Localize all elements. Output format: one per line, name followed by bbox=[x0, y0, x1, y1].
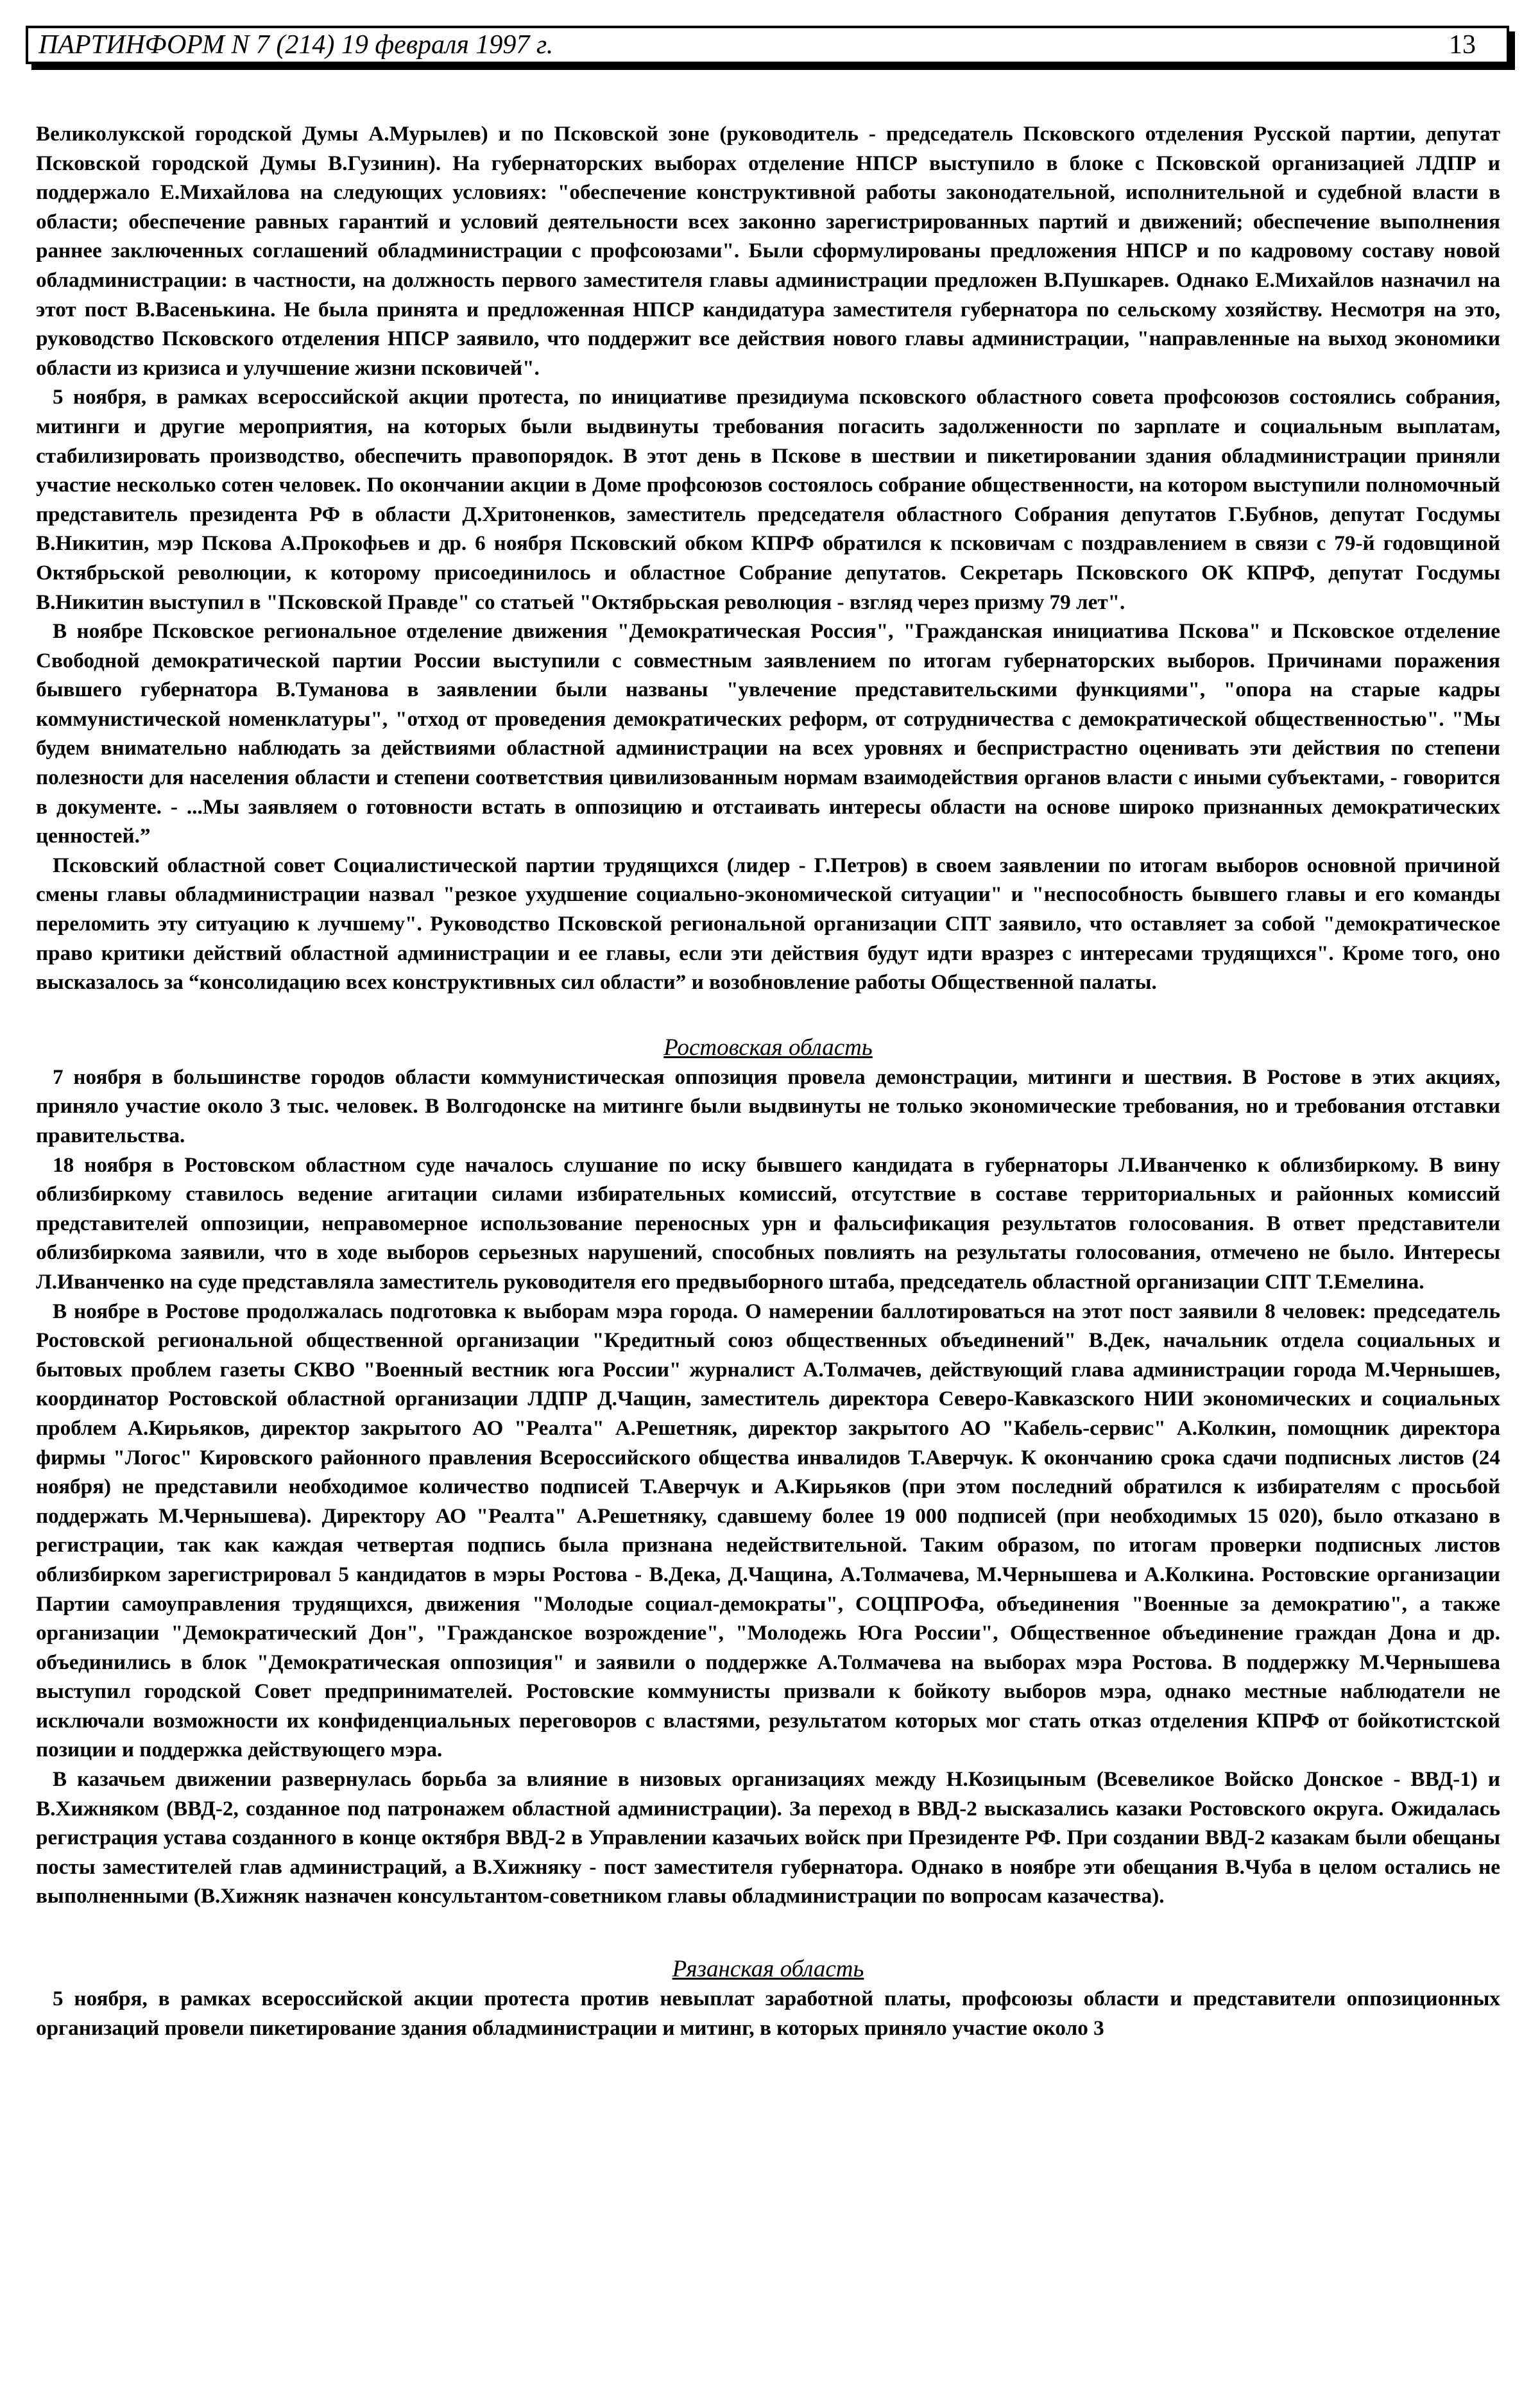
paragraph: В казачьем движении развернулась борьба за влияние в низовых организациях между Н.Козицыным (Всевеликое Войско Донское - ВВД-1) и В.Хижняком (ВВД-2, созданное под патронажем областной администрации). За переход в ВВД-2 высказались казаки Ростовского округа. Ожидалась регистрация устава созданного в конце октября ВВД-2 в Управлении казачьих войск при Президенте РФ. При создании ВВД-2 казакам были обещаны посты заместителей глав администраций, а В.Хижняку - пост заместителя губернатора. Однако в ноябре эти обещания В.Чуба в целом остались не выполненными (В.Хижняк назначен консультантом-советником главы обладминистрации по вопросам казачества). bbox=[36, 1767, 1500, 1908]
paragraph: В ноябре в Ростове продолжалась подготовка к выборам мэра города. О намерении баллотироваться на этот пост заявили 8 человек: председатель Ростовской региональной общественной организации "Кредитный союз общественных объединений" В.Дек, начальник отдела социальных и бытовых проблем газеты СКВО "Военный вестник юга России" журналист А.Толмачев, действующий глава администрации города М.Чернышев, координатор Ростовской областной организации ЛДПР Д.Чащин, заместитель директора Северо-Кавказского НИИ экономических и социальных проблем А.Кирьяков, директор закрытого АО "Реалта" А.Решетняк, директор закрытого АО "Кабель-сервис" А.Колкин, помощник директора фирмы "Логос" Кировского районного правления Всероссийского общества инвалидов Т.Аверчук. К окончанию срока сдачи подписных листов (24 ноября) не представили необходимое количество подписей Т.Аверчук и А.Кирьяков (при этом последний обратился к избирателям с просьбой поддержать М.Чернышева). Директору АО "Реалта" А.Решетняку, сдавшему более 19 000 подписей (при необходимых 15 020), было отказано в регистрации, так как каждая четвертая подпись была признана недействительной. Таким образом, по итогам проверки подписных листов облизбирком зарегистрировал 5 кандидатов в мэры Ростова - В.Дека, Д.Чащина, А.Толмачева, М.Чернышева и А.Колкина. Ростовские организации Партии самоуправления трудящихся, движения "Молодые социал-демократы", СОЦПРОФа, объединения "Военные за демократию", а также организации "Демократический Дон", "Гражданское возрождение", "Молодежь Юга России", Общественное объединение граждан Дона и др. объединились в блок "Демократическая оппозиция" и заявили о поддержке А.Толмачева на выборах мэра Ростова. В поддержку М.Чернышева выступил городской Совет предпринимателей. Ростовские коммунисты призвали к бойкоту выборов мэра, однако местные наблюдатели не исключали возможности их конфиденциальных переговоров с властями, результатом которых мог стать отказ отделения КПРФ от бойкотистской позиции и поддержка действующего мэра. bbox=[36, 1299, 1500, 1762]
section-heading-rostov: Ростовская область bbox=[663, 1034, 873, 1061]
paragraph: Великолукской городской Думы А.Мурылев) и по Псковской зоне (руководитель - председатель Псковского отделения Русской партии, депутат Псковской городской Думы В.Гузинин). На губернаторских выборах отделение НПСР выступило в блоке с Псковской организацией ЛДПР и поддержало Е.Михайлова на следующих условиях: "обеспечение конструктивной работы законодательной, исполнительной и судебной власти в области; обеспечение равных гарантий и условий деятельности всех законно зарегистрированных партий и движений; обеспечение выполнения раннее заключенных соглашений обладминистрации с профсоюзами". Были сформулированы предложения НПСР и по кадровому составу новой обладминистрации: в частности, на должность первого заместителя главы администрации предложен В.Пушкарев. Однако Е.Михайлов назначил на этот пост В.Васенькина. Не была принята и предложенная НПСР кандидатура заместителя губернатора по сельскому хозяйству. Несмотря на это, руководство Псковского отделения НПСР заявило, что поддержит все действия нового главы администрации, "направленные на выход экономики области из кризиса и улучшение жизни псковичей". bbox=[36, 122, 1500, 380]
article-body bbox=[36, 119, 1500, 2043]
page-number: 13 bbox=[1449, 30, 1476, 60]
section-heading-ryazan: Рязанская область bbox=[672, 1956, 864, 1983]
paragraph: 7 ноября в большинстве городов области коммунистическая оппозиция провела демонстрации, митинги и шествия. В Ростове в этих акциях, приняло участие около 3 тыс. человек. В Волгодонске на митинге были выдвинуты не только экономические требования, но и требования отставки правительства. bbox=[36, 1065, 1500, 1147]
paragraph: Псковский областной совет Социалистической партии трудящихся (лидер - Г.Петров) в своем заявлении по итогам выборов основной причиной смены главы обладминистрации назвал "резкое ухудшение социально-экономической ситуации" и "неспособность бывшего главы и его команды переломить эту ситуацию к лучшему". Руководство Псковской региональной организации СПТ заявило, что оставляет за собой "демократическое право критики действий областной администрации и ее главы, если эти действия будут идти вразрез с интересами трудящихся". Кроме того, оно высказалось за “консолидацию всех конструктивных сил области” и возобновление работы Общественной палаты. bbox=[36, 853, 1500, 995]
paragraph: 5 ноября, в рамках всероссийской акции протеста против невыплат заработной платы, профсоюзы области и представители оппозиционных организаций провели пикетирование здания обладминистрации и митинг, в которых приняло участие около 3 bbox=[36, 1987, 1500, 2040]
paragraph: 18 ноября в Ростовском областном суде началось слушание по иску бывшего кандидата в губернаторы Л.Иванченко к облизбиркому. В вину облизбиркому ставилось ведение агитации силами избирательных комиссий, отсутствие в составе территориальных и районных комиссий представителей оппозиции, неправомерное использование переносных урн и фальсификация результатов голосования. В ответ представители облизбиркома заявили, что в ходе выборов серьезных нарушений, способных повлиять на результаты голосования, отмечено не было. Интересы Л.Иванченко на суде представляла заместитель руководителя его предвыборного штаба, председатель областной организации СПТ Т.Емелина. bbox=[36, 1152, 1500, 1294]
publication-title: ПАРТИНФОРМ N 7 (214) 19 февраля 1997 г. bbox=[38, 30, 554, 60]
paragraph: В ноябре Псковское региональное отделение движения "Демократическая Россия", "Гражданская инициатива Пскова" и Псковское отделение Свободной демократической партии России выступили с совместным заявлением по итогам губернаторских выборов. Причинами поражения бывшего губернатора В.Туманова в заявлении были названы "увлечение представительскими функциями", "опора на старые кадры коммунистической номенклатуры", "отход от проведения демократических реформ, от сотрудничества с демократической общественностью". "Мы будем внимательно наблюдать за действиями областной администрации на всех уровнях и беспристрастно оценивать эти действия по степени полезности для населения области и степени соответствия цивилизованным нормам взаимодействия органов власти с иными субъектами, - говорится в документе. - ...Мы заявляем о готовности встать в оппозицию и отстаивать интересы области на основе широко признанных демократических ценностей.” bbox=[36, 619, 1500, 848]
page-header bbox=[26, 26, 1509, 64]
paragraph: 5 ноября, в рамках всероссийской акции протеста, по инициативе президиума псковского областного совета профсоюзов состоялись собрания, митинги и другие мероприятия, на которых были выдвинуты требования погасить задолженности по зарплате и социальным выплатам, стабилизировать производство, обеспечить правопорядок. В этот день в Пскове в шествии и пикетировании здания обладминистрации приняли участие несколько сотен человек. По окончании акции в Доме профсоюзов состоялось собрание общественности, на котором выступили полномочный представитель президента РФ в области Д.Хритоненков, заместитель председателя областного Собрания депутатов Г.Бубнов, депутат Госдумы В.Никитин, мэр Пскова А.Прокофьев и др. 6 ноября Псковский обком КПРФ обратился к псковичам с поздравлением в связи с 79-й годовщиной Октябрьской революции, к которому присоединилось и областное Собрание депутатов. Секретарь Псковского ОК КПРФ, депутат Госдумы В.Никитин выступил в "Псковской Правде" со статьей "Октябрьская революция - взгляд через призму 79 лет". bbox=[36, 385, 1500, 614]
